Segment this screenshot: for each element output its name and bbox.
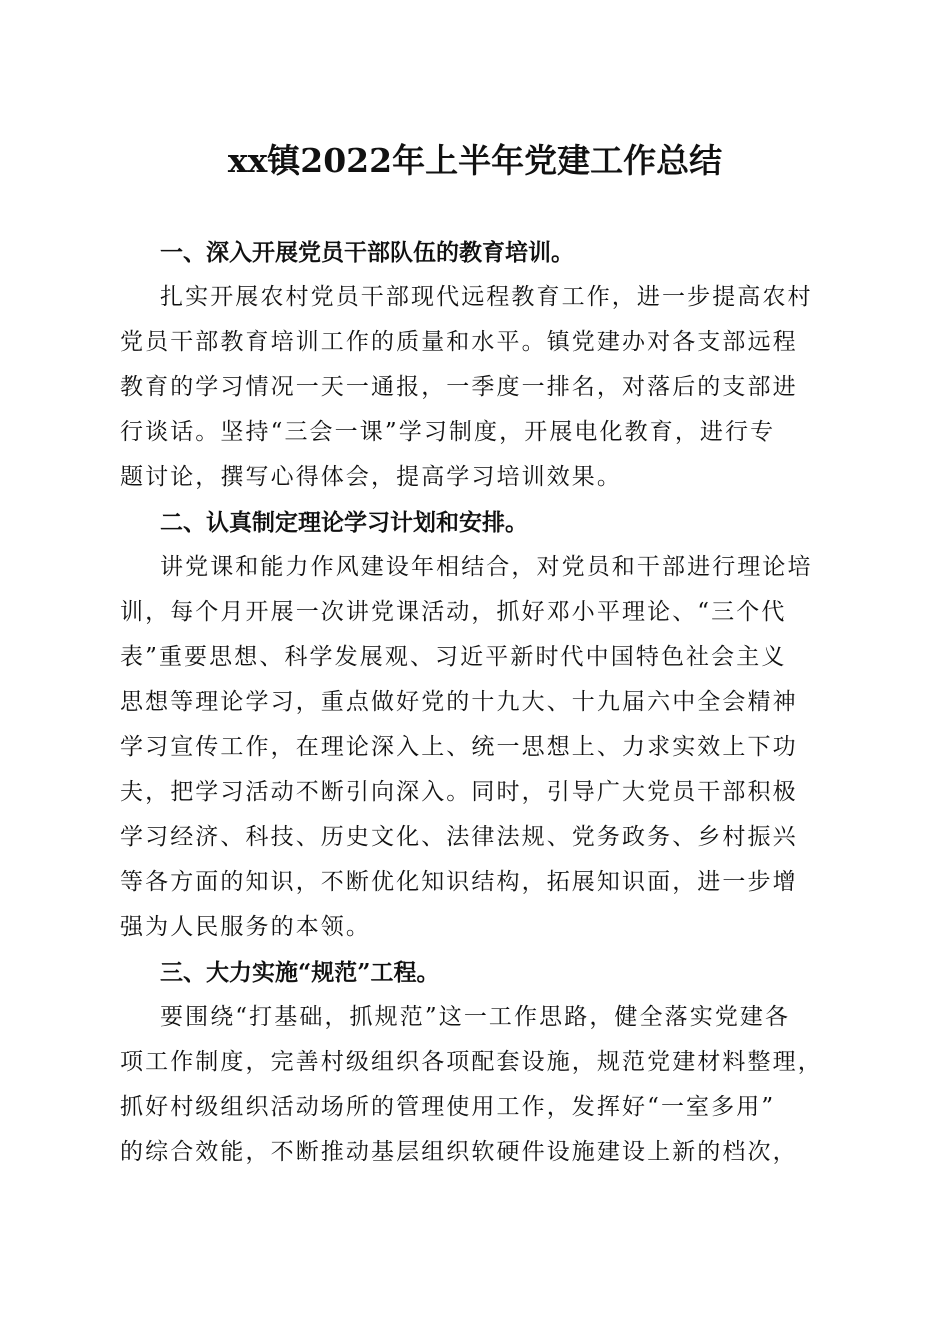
document-body [120,230,840,1175]
paragraph-line: 行谈话。坚持“三会一课”学习制度，开展电化教育，进行专 [120,419,776,445]
section-paragraph [120,545,840,950]
paragraph-line: 项工作制度，完善村级组织各项配套设施，规范党建材料整理， [120,1049,823,1075]
paragraph-line: 讲党课和能力作风建设年相结合，对党员和干部进行理论培 [160,554,813,580]
section-paragraph [120,275,840,500]
section-heading: 二、认真制定理论学习计划和安排。 [160,509,528,536]
paragraph-line: 夫，把学习活动不断引向深入。同时，引导广大党员干部积极 [120,779,798,805]
paragraph-line: 学习宣传工作，在理论深入上、统一思想上、力求实效上下功 [120,734,798,760]
paragraph-line: 表”重要思想、科学发展观、习近平新时代中国特色社会主义 [120,644,787,670]
section-paragraph [120,995,840,1175]
paragraph-line: 训，每个月开展一次讲党课活动，抓好邓小平理论、“三个代 [120,599,787,625]
document-title: xx镇2022年上半年党建工作总结 [227,141,723,180]
paragraph-line: 扎实开展农村党员干部现代远程教育工作，进一步提高农村 [160,284,813,310]
paragraph-line: 教育的学习情况一天一通报，一季度一排名，对落后的支部进 [120,374,798,400]
paragraph-line: 党员干部教育培训工作的质量和水平。镇党建办对各支部远程 [120,329,798,355]
section-heading: 三、大力实施“规范”工程。 [160,959,440,986]
paragraph-line: 题讨论，撰写心得体会，提高学习培训效果。 [120,464,622,490]
paragraph-line: 要围绕“打基础，抓规范”这一工作思路，健全落实党建各 [160,1004,791,1030]
paragraph-line: 抓好村级组织活动场所的管理使用工作，发挥好“一室多用” [120,1094,776,1120]
paragraph-line: 学习经济、科技、历史文化、法律法规、党务政务、乡村振兴 [120,824,798,850]
paragraph-line: 的综合效能，不断推动基层组织软硬件设施建设上新的档次， [120,1139,798,1165]
paragraph-line: 强为人民服务的本领。 [120,914,371,940]
section-heading: 一、深入开展党员干部队伍的教育培训。 [160,239,574,266]
paragraph-line: 等各方面的知识，不断优化知识结构，拓展知识面，进一步增 [120,869,798,895]
paragraph-line: 思想等理论学习，重点做好党的十九大、十九届六中全会精神 [120,689,798,715]
